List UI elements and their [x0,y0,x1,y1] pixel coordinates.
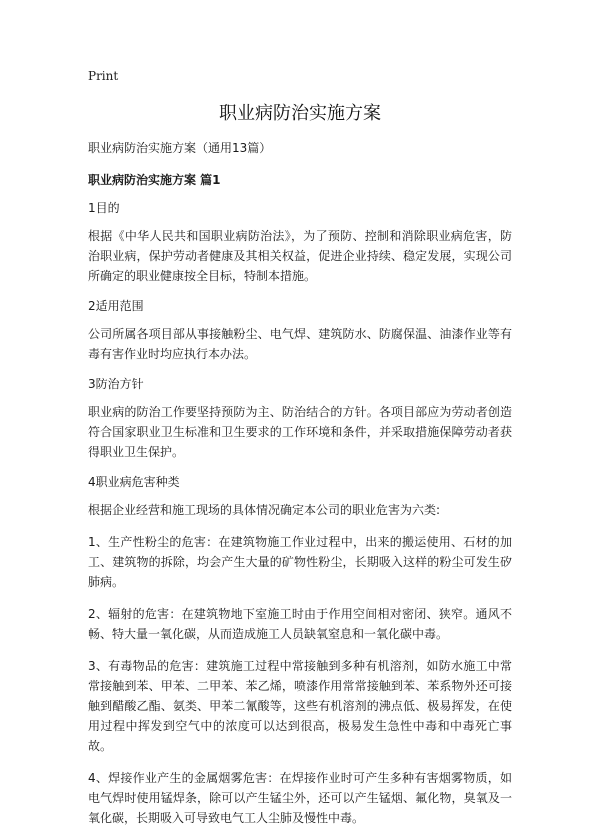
document-subtitle: 职业病防治实施方案（通用13篇） [88,141,272,155]
paragraph: 公司所属各项目部从事接触粉尘、电气焊、建筑防水、防腐保温、油漆作业等有毒有害作业时均应执行本办法。 [88,327,512,361]
section-policy [88,376,512,462]
section-heading: 4职业病危害种类 [88,475,180,489]
paragraph: 根据《中华人民共和国职业病防治法》，为了预防、控制和消除职业病危害，防治职业病，保护劳动者健康及其相关权益，促进企业持续、稳定发展，实现公司所确定的职业健康按全目标，特制本措施。 [88,229,512,283]
document-title: 职业病防治实施方案 [219,103,381,124]
paragraph: 2、辐射的危害：在建筑物地下室施工时由于作用空间相对密闭、狭窄。通风不畅、特大量一氧化碳，从而造成施工人员缺氧窒息和一氧化碳中毒。 [88,607,512,641]
section-heading: 3防治方针 [88,377,144,391]
paragraph: 3、有毒物品的危害：建筑施工过程中常接触到多种有机溶剂，如防水施工中常常接触到苯、甲苯、二甲苯、苯乙烯，喷漆作用常常接触到苯、苯系物外还可接触到醋酸乙酯、氨类、甲苯二氰酸等，这些有机溶剂的沸点低、极易挥发，在使用过程中挥发到空气中的浓度可以达到很高，极易发生急性中毒和中毒死亡事故。 [88,659,512,753]
section-scope [88,298,512,364]
section-purpose [88,200,512,286]
section-hazard-types [88,474,512,828]
paragraph: 1、生产性粉尘的危害：在建筑物施工作业过程中，出来的搬运使用、石材的加工、建筑物的拆除，均会产生大量的矿物性粉尘，长期吸入这样的粉尘可发生矽肺病。 [88,535,512,589]
paragraph: 4、焊接作业产生的金属烟雾危害：在焊接作业时可产生多种有害烟雾物质，如电气焊时使用锰焊条，除可以产生锰尘外，还可以产生锰烟、氟化物，臭氧及一氧化碳，长期吸入可导致电气工人尘肺及慢性中毒。 [88,771,512,825]
section-heading: 1目的 [88,201,120,215]
section-heading: 2适用范围 [88,299,144,313]
print-label[interactable]: Print [88,69,119,83]
paragraph: 根据企业经营和施工现场的具体情况确定本公司的职业危害为六类: [88,503,441,517]
section-title: 职业病防治实施方案 篇1 [88,173,221,187]
paragraph: 职业病的防治工作要坚持预防为主、防治结合的方针。各项目部应为劳动者创造符合国家职业卫生标准和卫生要求的工作环境和条件，并采取措施保障劳动者获得职业卫生保护。 [88,405,512,459]
